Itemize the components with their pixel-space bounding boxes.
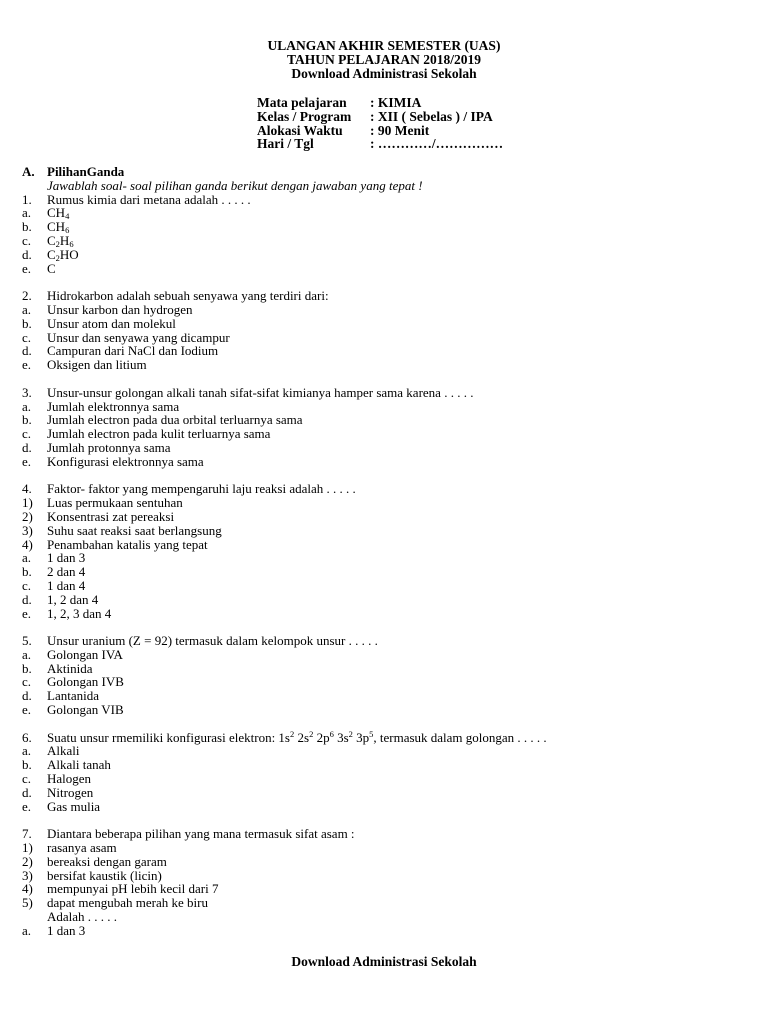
statement-marker: 4) <box>22 881 33 897</box>
statement-text: bereaksi dengan garam <box>47 853 167 869</box>
option <box>22 206 752 220</box>
option <box>22 400 752 414</box>
option-marker: a. <box>22 646 32 662</box>
question-list <box>22 165 752 938</box>
info-row <box>257 124 503 138</box>
section-title: PilihanGanda <box>47 164 125 179</box>
option-text: Jumlah protonnya sama <box>47 439 171 455</box>
option <box>22 248 752 262</box>
option-text: 1 dan 3 <box>47 550 86 566</box>
info-row <box>257 110 503 124</box>
question-text: Rumus kimia dari metana adalah . . . . . <box>47 191 251 207</box>
question-number: 7. <box>22 826 32 842</box>
question-number: 4. <box>22 481 32 497</box>
option <box>22 662 752 676</box>
option-marker: d. <box>22 784 32 800</box>
question-number: 6. <box>22 729 32 745</box>
question-5 <box>22 634 752 648</box>
option <box>22 234 752 248</box>
statement-item <box>22 524 752 538</box>
option-text: Unsur karbon dan hydrogen <box>47 301 193 317</box>
option <box>22 565 752 579</box>
option-marker: c. <box>22 771 32 787</box>
question-number: 5. <box>22 633 32 649</box>
option <box>22 772 752 786</box>
question-text: Suatu unsur rmemiliki konfigurasi elektron: $1s^2$ $2s^2$ $2p^6$ $3s^2$ $3p^5$, termasuk dalam golongan . . . . . <box>47 728 547 745</box>
header-source: Download Administrasi Sekolah <box>291 66 477 81</box>
option-text: Alkali <box>47 743 80 759</box>
question-text: Hidrokarbon adalah sebuah senyawa yang terdiri dari: <box>47 288 329 304</box>
option <box>22 413 752 427</box>
option-marker: c. <box>22 426 32 442</box>
option-text: Alkali tanah <box>47 757 111 773</box>
school-year: TAHUN PELAJARAN 2018/2019 <box>286 52 481 67</box>
option-marker: b. <box>22 660 32 676</box>
statement-marker: 1) <box>22 495 33 511</box>
option-marker: c. <box>22 674 32 690</box>
option <box>22 344 752 358</box>
statement-text: Luas permukaan sentuhan <box>47 495 183 511</box>
option-text: $CH_4$ <box>47 205 70 222</box>
option <box>22 744 752 758</box>
question-number: 2. <box>22 288 32 304</box>
question-text: Unsur-unsur golongan alkali tanah sifat-sifat kimianya hamper sama karena . . . . . <box>47 384 474 400</box>
option-text: Aktinida <box>47 660 93 676</box>
question-number: 1. <box>22 191 32 207</box>
section-instruction: Jawablah soal- soal pilihan ganda berikut dengan jawaban yang tepat ! <box>47 177 423 193</box>
option <box>22 703 752 717</box>
info-row <box>257 137 503 151</box>
info-label: Alokasi Waktu <box>257 122 343 138</box>
option-marker: c. <box>22 577 32 593</box>
option <box>22 758 752 772</box>
statement-item <box>22 896 752 910</box>
option-text: 2 dan 4 <box>47 564 86 580</box>
question-text: Diantara beberapa pilihan yang mana termasuk sifat asam : <box>47 826 355 842</box>
option-text: Halogen <box>47 771 92 787</box>
option <box>22 358 752 372</box>
option-marker: d. <box>22 246 32 262</box>
info-row <box>257 96 503 110</box>
info-value: : KIMIA <box>370 95 422 110</box>
statement-text: mempunyai pH lebih kecil dari 7 <box>47 881 219 897</box>
info-value: : XII ( Sebelas ) / IPA <box>370 108 493 124</box>
option <box>22 689 752 703</box>
statement-text: bersifat kaustik (licin) <box>47 867 162 883</box>
option-marker: e. <box>22 605 32 621</box>
option <box>22 220 752 234</box>
question-prompt: Adalah . . . . . <box>47 909 118 925</box>
option <box>22 262 752 276</box>
option-text: Nitrogen <box>47 784 94 800</box>
info-value: : 90 Menit <box>370 122 430 138</box>
option-marker: d. <box>22 439 32 455</box>
option-text: $C_2H_6$ <box>47 232 74 249</box>
option-marker: d. <box>22 591 32 607</box>
statement-item <box>22 882 752 896</box>
question-3 <box>22 386 752 400</box>
option-text: 1 dan 3 <box>47 922 86 938</box>
statement-text: rasanya asam <box>47 840 117 856</box>
option-text: Gas mulia <box>47 798 101 814</box>
option <box>22 303 752 317</box>
statement-marker: 1) <box>22 840 33 856</box>
question-text: Unsur uranium (Z = 92) termasuk dalam kelompok unsur . . . . . <box>47 633 378 649</box>
statement-text: dapat mengubah merah ke biru <box>47 895 208 911</box>
statement-marker: 2) <box>22 853 33 869</box>
statement-text: Konsentrasi zat pereaksi <box>47 508 175 524</box>
statement-item <box>22 538 752 552</box>
statement-item <box>22 841 752 855</box>
option-marker: e. <box>22 702 32 718</box>
info-value: : …………/…………… <box>370 136 504 152</box>
option-marker: a. <box>22 398 32 414</box>
option <box>22 317 752 331</box>
statement-marker: 3) <box>22 522 33 538</box>
exam-info <box>257 96 503 151</box>
statement-item <box>22 510 752 524</box>
statement-item <box>22 496 752 510</box>
option <box>22 607 752 621</box>
option-text: Campuran dari NaCl dan Iodium <box>47 343 219 359</box>
option-text: Unsur atom dan molekul <box>47 315 176 331</box>
option <box>22 441 752 455</box>
option-text: 1, 2 dan 4 <box>47 591 99 607</box>
statement-marker: 4) <box>22 536 33 552</box>
option <box>22 551 752 565</box>
option-marker: c. <box>22 232 32 248</box>
question-number: 3. <box>22 384 32 400</box>
option <box>22 579 752 593</box>
option <box>22 455 752 469</box>
option-text: Jumlah elektronnya sama <box>47 398 180 414</box>
option <box>22 675 752 689</box>
option <box>22 331 752 345</box>
option <box>22 924 752 938</box>
option-text: $C_2HO$ <box>47 246 79 263</box>
statement-item <box>22 869 752 883</box>
question-1 <box>22 193 752 207</box>
question-7 <box>22 827 752 841</box>
question-6 <box>22 728 752 745</box>
statement-marker: 2) <box>22 508 33 524</box>
statement-marker: 5) <box>22 895 33 911</box>
section-letter: A. <box>22 164 35 179</box>
option-text: Lantanida <box>47 688 99 704</box>
question-text-tail: , termasuk dalam golongan . . . . . <box>373 729 547 745</box>
option <box>22 427 752 441</box>
option-text: Unsur dan senyawa yang dicampur <box>47 329 230 345</box>
option-marker: d. <box>22 688 32 704</box>
statement-marker: 3) <box>22 867 33 883</box>
option <box>22 593 752 607</box>
option-text: $CH_6$ <box>47 219 70 236</box>
option <box>22 648 752 662</box>
option-marker: b. <box>22 757 32 773</box>
option-marker: b. <box>22 219 32 235</box>
option-marker: d. <box>22 343 32 359</box>
statement-text: Suhu saat reaksi saat berlangsung <box>47 522 222 538</box>
option-text: 1 dan 4 <box>47 577 86 593</box>
option-text: Golongan IVB <box>47 674 124 690</box>
document-footer: Download Administrasi Sekolah <box>291 954 477 969</box>
option-marker: a. <box>22 743 32 759</box>
section-heading <box>22 165 752 179</box>
option-marker: e. <box>22 453 32 469</box>
option-marker: e. <box>22 357 32 373</box>
info-label: Mata pelajaran <box>257 95 347 110</box>
option-text: Konfigurasi elektronnya sama <box>47 453 204 469</box>
option-marker: b. <box>22 412 32 428</box>
question-2 <box>22 289 752 303</box>
statement-text: Penambahan katalis yang tepat <box>47 536 208 552</box>
option-marker: a. <box>22 205 32 221</box>
document-header <box>0 39 768 81</box>
question-text: Faktor- faktor yang mempengaruhi laju reaksi adalah . . . . . <box>47 481 356 497</box>
option-marker: a. <box>22 301 32 317</box>
option <box>22 800 752 814</box>
statement-item <box>22 855 752 869</box>
option-marker: e. <box>22 260 32 276</box>
option-marker: b. <box>22 564 32 580</box>
info-label: Kelas / Program <box>257 108 352 124</box>
option-marker: e. <box>22 798 32 814</box>
option-marker: b. <box>22 315 32 331</box>
question-4 <box>22 482 752 496</box>
option-marker: c. <box>22 329 32 345</box>
option <box>22 786 752 800</box>
option-marker: a. <box>22 550 32 566</box>
option-text: Golongan IVA <box>47 646 123 662</box>
option-marker: a. <box>22 922 32 938</box>
option-text: 1, 2, 3 dan 4 <box>47 605 112 621</box>
option-text: Oksigen dan litium <box>47 357 147 373</box>
exam-title: ULANGAN AKHIR SEMESTER (UAS) <box>267 38 501 53</box>
option-text: C <box>47 260 56 276</box>
info-label: Hari / Tgl <box>257 136 314 152</box>
option-text: Jumlah electron pada kulit terluarnya sama <box>47 426 271 442</box>
option-text: Jumlah electron pada dua orbital terluarnya sama <box>47 412 303 428</box>
option-text: Golongan VIB <box>47 702 124 718</box>
